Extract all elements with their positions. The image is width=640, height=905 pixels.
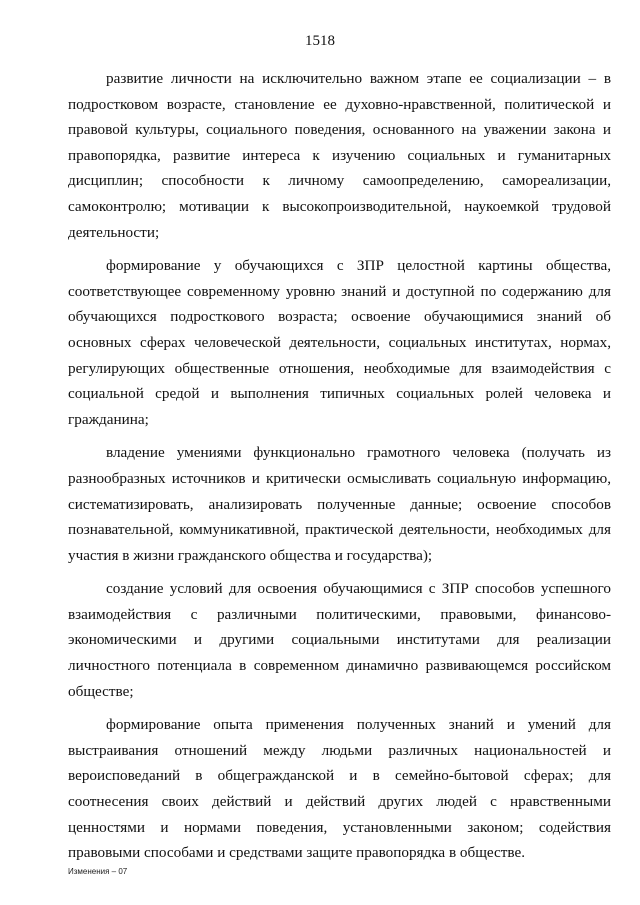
document-body bbox=[68, 66, 611, 874]
paragraph-forming-experience: формирование опыта применения полученных знаний и умений для выстраивания отношений между людьми различных национальностей и вероисповеданий в общегражданской и в семейно-бытовой сферах; для соотнесения своих действий и действий других людей с нравственными ценностями и нормами поведения, установленными законом; содействия правовыми способами и средствами защите правопорядка в обществе. bbox=[68, 716, 611, 862]
page-number: 1518 bbox=[305, 33, 335, 49]
paragraph-holistic-picture: формирование у обучающихся с ЗПР целостной картины общества, соответствующее современному уровню знаний и доступной по содержанию для обучающихся подросткового возраста; освоение обучающимися знаний об основных сферах человеческой деятельности, социальных институтах, нормах, регулирующих общественные отношения, необходимые для взаимодействия с социальной средой и выполнения типичных социальных ролей человека и гражданина; bbox=[68, 257, 611, 428]
paragraph-personality-development: развитие личности на исключительно важном этапе ее социализации – в подростковом возрасте, становление ее духовно-нравственной, политической и правовой культуры, социального поведения, основанного на уважении закона и правопорядка, развитие интереса к изучению социальных и гуманитарных дисциплин; способности к личному самоопределению, самореализации, самоконтролю; мотивации к высокопроизводительной, наукоемкой трудовой деятельности; bbox=[68, 70, 611, 241]
paragraph-creating-conditions: создание условий для освоения обучающимися с ЗПР способов успешного взаимодействия с различными политическими, правовыми, финансово-экономическими и другими социальными институтами для реализации личностного потенциала в современном динамично развивающемся российском обществе; bbox=[68, 580, 611, 700]
footer-revision-note: Изменения – 07 bbox=[68, 867, 128, 876]
paragraph-literacy-skills: владение умениями функционально грамотного человека (получать из разнообразных источников и критически осмысливать социальную информацию, систематизировать, анализировать полученные данные; освоение способов познавательной, коммуникативной, практической деятельности, необходимых для участия в жизни гражданского общества и государства); bbox=[68, 444, 611, 564]
